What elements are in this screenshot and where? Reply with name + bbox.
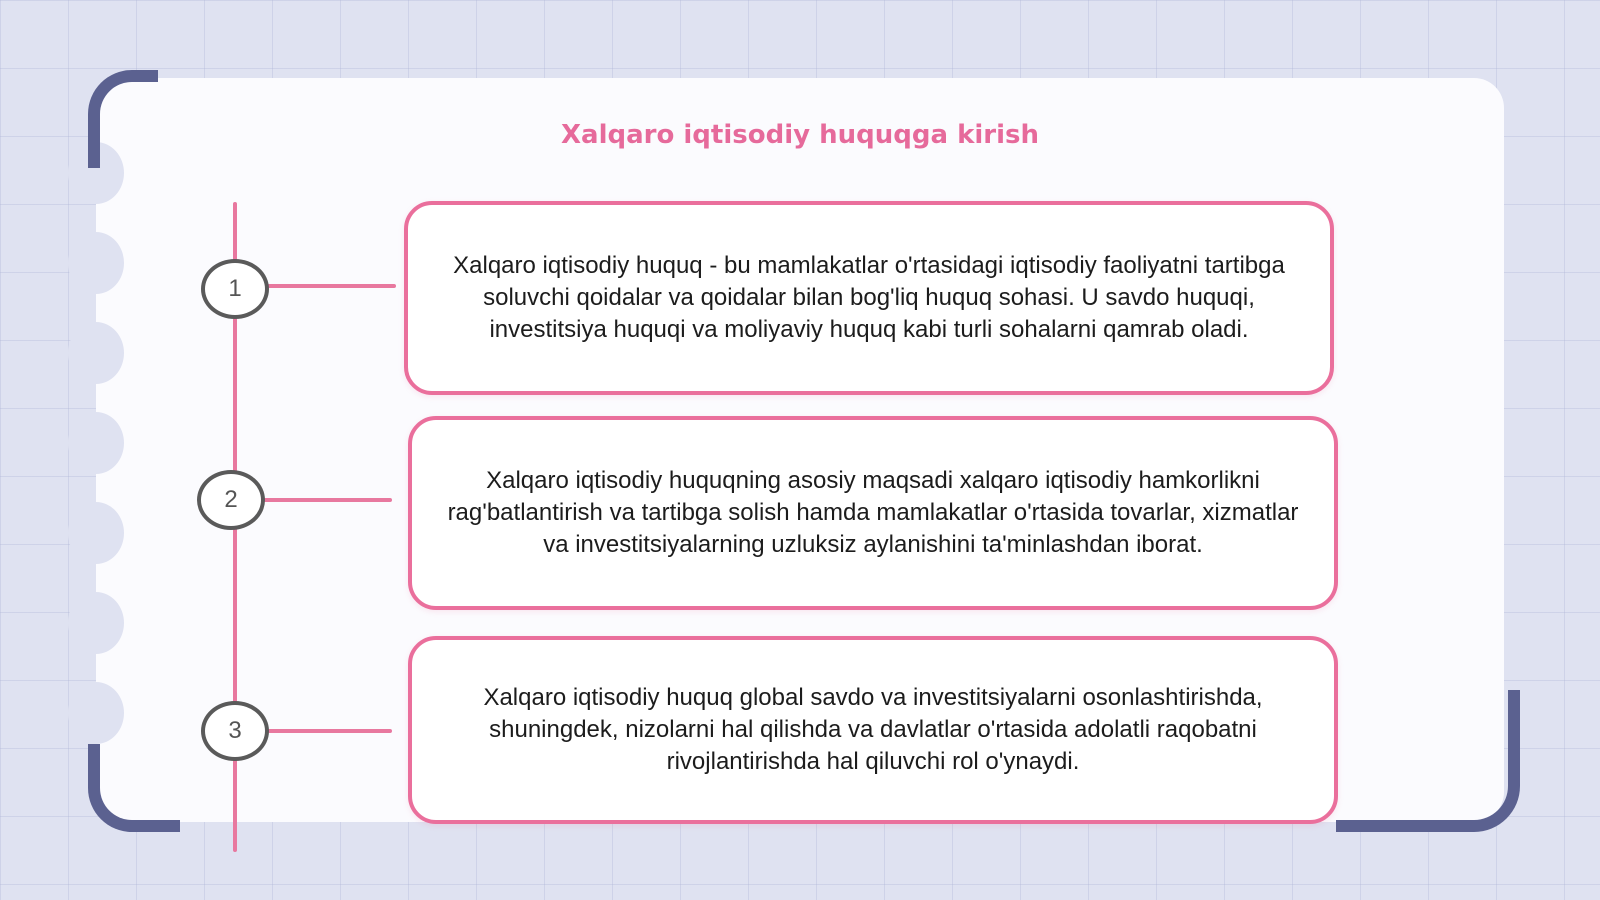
step-card-1 — [404, 201, 1334, 395]
step-text-3: Xalqaro iqtisodiy huquq global savdo va investitsiyalarni osonlashtirishda, shuningdek, nizolarni hal qilishda va davlatlar o'rtasida adolatli raqobatni rivojlantirishda hal qiluvchi rol o'ynaydi. — [483, 684, 1263, 775]
card-edge-notch — [68, 232, 124, 294]
card-edge-notch — [68, 592, 124, 654]
step-number-3: 3 — [201, 701, 269, 761]
card-edge-notch — [68, 322, 124, 384]
timeline-connector — [266, 729, 392, 733]
step-text-1: Xalqaro iqtisodiy huquq - bu mamlakatlar o'rtasidagi iqtisodiy faoliyatni tartibga soluvchi qoidalar va qoidalar bilan bog'liq huquq sohasi. U savdo huquqi, investitsiya huquqi va moliyaviy huquq kabi turli sohalarni qamrab oladi. — [453, 252, 1285, 343]
step-card-3 — [408, 636, 1338, 824]
corner-bracket-bottom-right — [1336, 690, 1520, 832]
slide-title: Xalqaro iqtisodiy huquqga kirish — [560, 120, 1039, 150]
step-number-1: 1 — [201, 259, 269, 319]
corner-bracket-bottom-left — [88, 744, 180, 832]
timeline-connector — [266, 284, 396, 288]
card-edge-notch — [68, 412, 124, 474]
step-text-2: Xalqaro iqtisodiy huquqning asosiy maqsadi xalqaro iqtisodiy hamkorlikni rag'batlantirish va tartibga solish hamda mamlakatlar o'rtasida tovarlar, xizmatlar va investitsiyalarning uzluksiz aylanishini ta'minlashdan iborat. — [447, 467, 1299, 558]
step-number-2: 2 — [197, 470, 265, 530]
card-edge-notch — [68, 682, 124, 744]
step-card-2 — [408, 416, 1338, 610]
corner-bracket-top-left — [88, 70, 158, 168]
card-edge-notch — [68, 502, 124, 564]
timeline-connector — [262, 498, 392, 502]
